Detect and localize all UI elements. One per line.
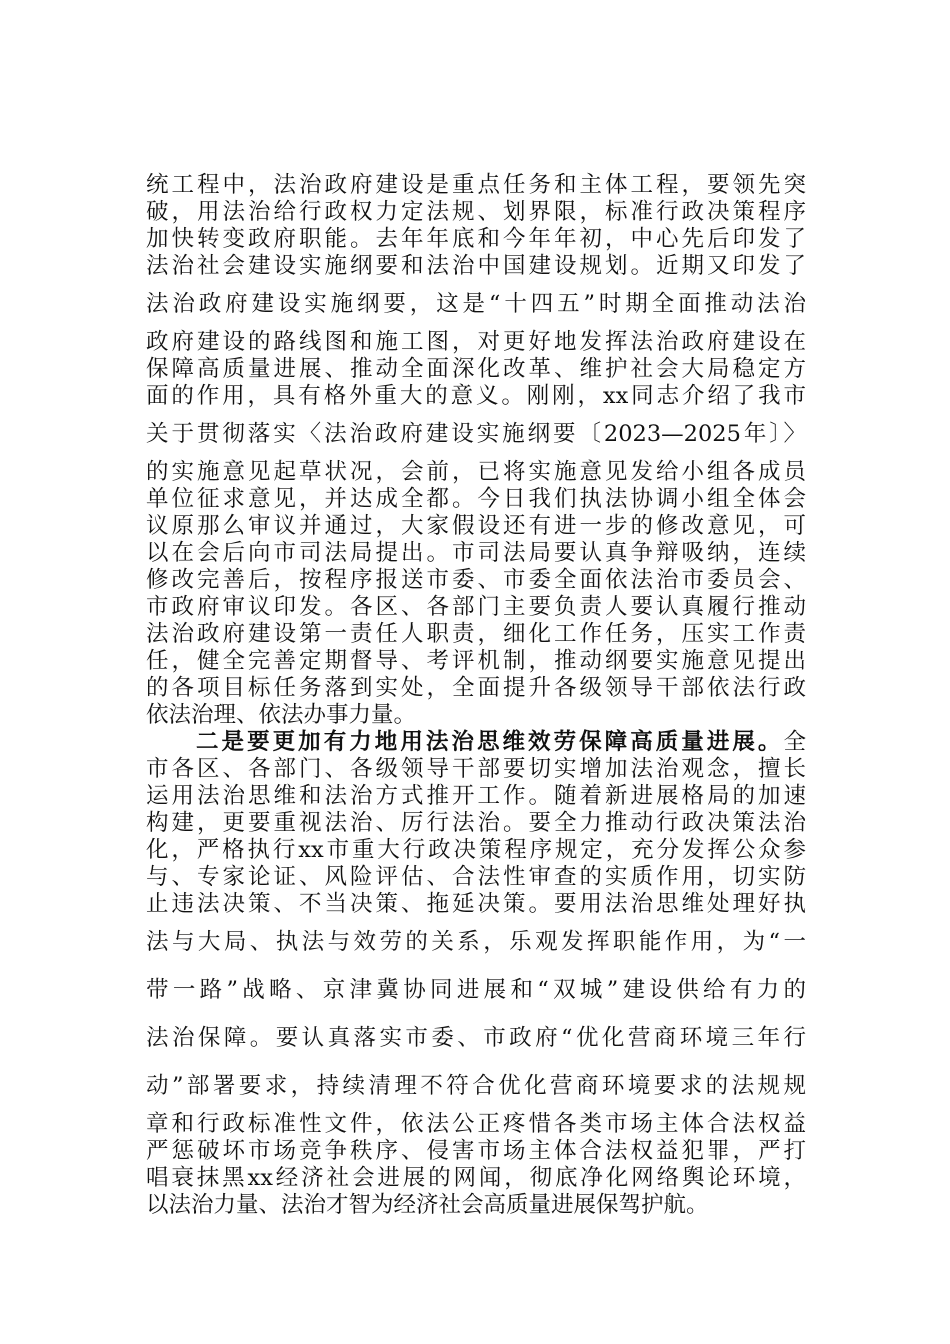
text-line: 统工程中，法治政府建设是重点任务和主体工程，要领先突	[146, 172, 806, 198]
text-line: 唱衰抹黑xx经济社会进展的网闻，彻底净化网络舆论环境，	[146, 1165, 806, 1191]
text-line: 构建，更要重视法治、厉行法治。要全力推动行政决策法治	[146, 810, 806, 836]
text-line: 政府建设的路线图和施工图，对更好地发挥法治政府建设在	[146, 329, 806, 355]
text-line: 加快转变政府职能。去年年底和今年年初，中心先后印发了	[146, 226, 806, 252]
text-line: 化，严格执行xx市重大行政决策程序规定，充分发挥公众参	[146, 837, 806, 863]
text-line: 破，用法治给行政权力定法规、划界限，标准行政决策程序	[146, 199, 806, 225]
text-line: 法与大局、执法与效劳的关系，乐观发挥职能作用，为“一	[146, 929, 806, 955]
heading-tail: 全	[783, 729, 806, 755]
text-line: 市政府审议印发。各区、各部门主要负责人要认真履行推动	[146, 594, 806, 620]
text-line: 运用法治思维和法治方式推开工作。随着新进展格局的加速	[146, 783, 806, 809]
text-line: 面的作用，具有格外重大的意义。刚刚，xx同志介绍了我市	[146, 383, 806, 409]
text-line: 修改完善后，按程序报送市委、市委全面依法治市委员会、	[146, 567, 806, 593]
text-line: 以法治力量、法治才智为经济社会高质量进展保驾护航。	[146, 1192, 709, 1218]
text-line: 关于贯彻落实〈法治政府建设实施纲要〔2023—2025年〕〉	[146, 421, 806, 447]
text-line: 法治社会建设实施纲要和法治中国建设规划。近期又印发了	[146, 253, 806, 279]
text-line: 带一路”战略、京津冀协同进展和“双城”建设供给有力的	[146, 977, 806, 1003]
text-line: 法治政府建设第一责任人职责，细化工作任务，压实工作责	[146, 621, 806, 647]
text-line: 议原那么审议并通过，大家假设还有进一步的修改意见，可	[146, 513, 806, 539]
text-line: 止违法决策、不当决策、拖延决策。要用法治思维处理好执	[146, 891, 806, 917]
text-line: 法治保障。要认真落实市委、市政府“优化营商环境三年行	[146, 1025, 806, 1051]
paragraph-heading: 二是要更加有力地用法治思维效劳保障高质量进展。	[196, 729, 784, 755]
text-line: 以在会后向市司法局提出。市司法局要认真争辩吸纳，连续	[146, 540, 806, 566]
text-line: 依法治理、依法办事力量。	[146, 702, 417, 728]
text-line: 保障高质量进展、推动全面深化改革、维护社会大局稳定方	[146, 356, 806, 382]
text-line: 的实施意见起草状况，会前，已将实施意见发给小组各成员	[146, 459, 806, 485]
text-line: 单位征求意见，并达成全都。今日我们执法协调小组全体会	[146, 486, 806, 512]
text-line: 的各项目标任务落到实处，全面提升各级领导干部依法行政	[146, 675, 806, 701]
text-line: 章和行政标准性文件，依法公正疼惜各类市场主体合法权益	[146, 1111, 806, 1137]
paragraph-heading-line	[196, 729, 806, 755]
text-line: 任，健全完善定期督导、考评机制，推动纲要实施意见提出	[146, 648, 806, 674]
text-line: 严惩破坏市场竞争秩序、侵害市场主体合法权益犯罪，严打	[146, 1138, 806, 1164]
text-line: 动”部署要求，持续清理不符合优化营商环境要求的法规规	[146, 1073, 806, 1099]
text-line: 与、专家论证、风险评估、合法性审查的实质作用，切实防	[146, 864, 806, 890]
text-line: 市各区、各部门、各级领导干部要切实增加法治观念，擅长	[146, 756, 806, 782]
text-line: 法治政府建设实施纲要，这是“十四五”时期全面推动法治	[146, 291, 806, 317]
